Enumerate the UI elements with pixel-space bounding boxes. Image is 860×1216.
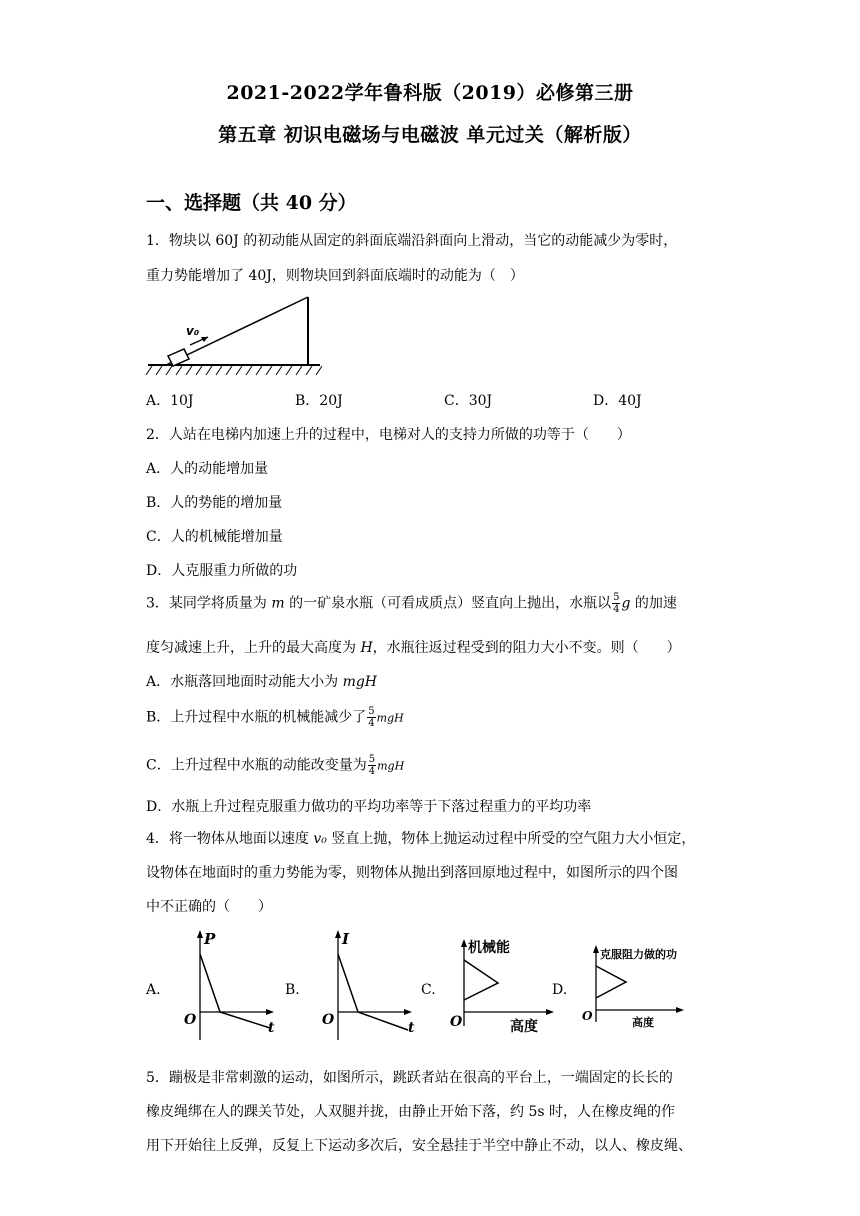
- q3-fraction: [612, 592, 620, 615]
- q2-stem: 2．人站在电梯内加速上升的过程中，电梯对人的支持力所做的功等于（ ）: [146, 427, 631, 443]
- ground-hatching: [146, 366, 322, 375]
- q3-text-part1: 3．某同学将质量为: [146, 595, 272, 612]
- origin-label: O: [450, 1014, 463, 1030]
- q3-option-a-expr: mgH: [342, 674, 378, 690]
- q3-option-c-expr: mgH: [377, 759, 405, 773]
- q3-text-part2: 的一矿泉水瓶（可看成质点）竖直向上抛出，水瓶以: [284, 595, 612, 612]
- q1-option-a: A．10J: [146, 393, 194, 409]
- work-curve: [596, 966, 626, 998]
- q3-line2-part1: 度匀减速上升，上升的最大高度为: [146, 640, 361, 656]
- y-axis-label: I: [342, 930, 350, 948]
- q2-option-a: A．人的动能增加量: [146, 461, 269, 477]
- q4-option-b-label: B.: [285, 982, 300, 998]
- fraction-denominator: 4: [368, 766, 376, 777]
- q3-option-a: [146, 671, 377, 691]
- section-heading: 一、选择题（共 40 分）: [146, 192, 357, 214]
- x-axis-label: 高度: [510, 1019, 538, 1035]
- x-axis-arrowhead: [546, 1009, 554, 1015]
- q1-incline-figure: [144, 295, 324, 380]
- q2-option-d: D．人克服重力所做的功: [146, 563, 298, 579]
- y-axis-arrowhead: [593, 945, 599, 953]
- q2-option-c: C．人的机械能增加量: [146, 529, 283, 545]
- q4-graph-b: [312, 928, 422, 1050]
- x-axis-label: t: [268, 1020, 275, 1036]
- q4-text-part2: 竖直上抛，物体上抛运动过程中所受的空气阻力大小恒定，: [326, 831, 696, 847]
- document-title-line2: 第五章 初识电磁场与电磁波 单元过关（解析版）: [218, 124, 642, 146]
- q4-text-part1: 4．将一物体从地面以速度: [146, 831, 314, 847]
- impulse-curve: [338, 954, 408, 1030]
- q3-option-c-fraction: [368, 754, 376, 777]
- q3-g-symbol: g: [621, 595, 631, 612]
- q1-option-c: C．30J: [444, 393, 493, 409]
- q4-stem-line1: [146, 828, 695, 848]
- q4-graph-c: [448, 930, 558, 1042]
- power-curve: [200, 954, 270, 1028]
- q4-graph-a: [174, 928, 284, 1050]
- y-axis-arrowhead: [335, 930, 341, 938]
- fraction-numerator: 5: [368, 706, 375, 717]
- q3-option-a-text: A．水瓶落回地面时动能大小为: [146, 674, 343, 690]
- q3-option-b-fraction: [367, 706, 375, 729]
- y-axis-arrowhead: [197, 930, 203, 938]
- origin-label: O: [322, 1012, 335, 1028]
- q4-stem-line3: 中不正确的（ ）: [146, 899, 272, 915]
- q3-option-d: D．水瓶上升过程克服重力做功的平均功率等于下落过程重力的平均功率: [146, 799, 592, 815]
- q5-stem-line3: 用下开始往上反弹，反复上下运动多次后，安全悬挂于半空中静止不动，以人、橡皮绳、: [146, 1138, 692, 1154]
- q4-option-d-label: D.: [552, 982, 568, 998]
- origin-label: O: [184, 1012, 197, 1028]
- q4-graph-d: [580, 938, 700, 1038]
- q3-option-c: [146, 754, 404, 777]
- q4-stem-line2: 设物体在地面时的重力势能为零，则物体从抛出到落回原地过程中，如图所示的四个图: [146, 865, 678, 881]
- q5-stem-line2: 橡皮绳绑在人的踝关节处，人双腿并拢，由静止开始下落，约 5s 时，人在橡皮绳的作: [146, 1104, 675, 1120]
- energy-curve: [464, 960, 498, 1000]
- y-axis-arrowhead: [461, 939, 467, 947]
- q1-option-b: B．20J: [295, 393, 343, 409]
- q3-text-part3: 的加速: [630, 595, 677, 612]
- q3-line2-part2: ，水瓶往返过程受到的阻力大小不变。则（ ）: [372, 640, 681, 656]
- q3-stem-line2: [146, 637, 681, 657]
- q3-option-c-text: C．上升过程中水瓶的动能改变量为: [146, 757, 367, 774]
- q3-mass-symbol: m: [271, 595, 285, 612]
- x-axis-label: 高度: [632, 1016, 654, 1029]
- q4-velocity-symbol: v₀: [313, 831, 327, 847]
- block: [168, 349, 189, 366]
- origin-label: O: [582, 1009, 593, 1023]
- q1-stem-line1: 1．物块以 60J 的初动能从固定的斜面底端沿斜面向上滑动，当它的动能减少为零时，: [146, 233, 678, 249]
- fraction-numerator: 5: [613, 592, 620, 603]
- document-title-line1: 2021-2022学年鲁科版（2019）必修第三册: [226, 82, 634, 104]
- fraction-numerator: 5: [368, 754, 376, 765]
- x-axis-arrowhead: [676, 1007, 684, 1013]
- q3-option-b-expr: mgH: [376, 711, 404, 725]
- y-axis-label: 克服阻力做的功: [600, 948, 677, 961]
- q4-option-a-label: A.: [146, 982, 161, 998]
- q3-stem-line1: [146, 592, 677, 615]
- fraction-denominator: 4: [613, 604, 620, 615]
- q5-stem-line1: 5．蹦极是非常刺激的运动，如图所示，跳跃者站在很高的平台上，一端固定的长长的: [146, 1070, 673, 1086]
- q3-option-b: [146, 706, 404, 729]
- q1-stem-line2: 重力势能增加了 40J，则物块回到斜面底端时的动能为（ ）: [146, 268, 524, 284]
- q2-option-b: B．人的势能的增加量: [146, 495, 283, 511]
- q4-option-c-label: C.: [421, 982, 436, 998]
- y-axis-label: P: [204, 930, 216, 948]
- q1-option-d: D．40J: [593, 393, 642, 409]
- x-axis-label: t: [408, 1020, 415, 1036]
- q3-height-symbol: H: [360, 640, 373, 656]
- x-axis-arrowhead: [404, 1009, 412, 1015]
- q3-option-b-text: B．上升过程中水瓶的机械能减少了: [146, 709, 367, 726]
- velocity-label: v₀: [186, 324, 200, 338]
- fraction-denominator: 4: [368, 718, 375, 729]
- y-axis-label: 机械能: [468, 940, 510, 956]
- x-axis-arrowhead: [266, 1009, 274, 1015]
